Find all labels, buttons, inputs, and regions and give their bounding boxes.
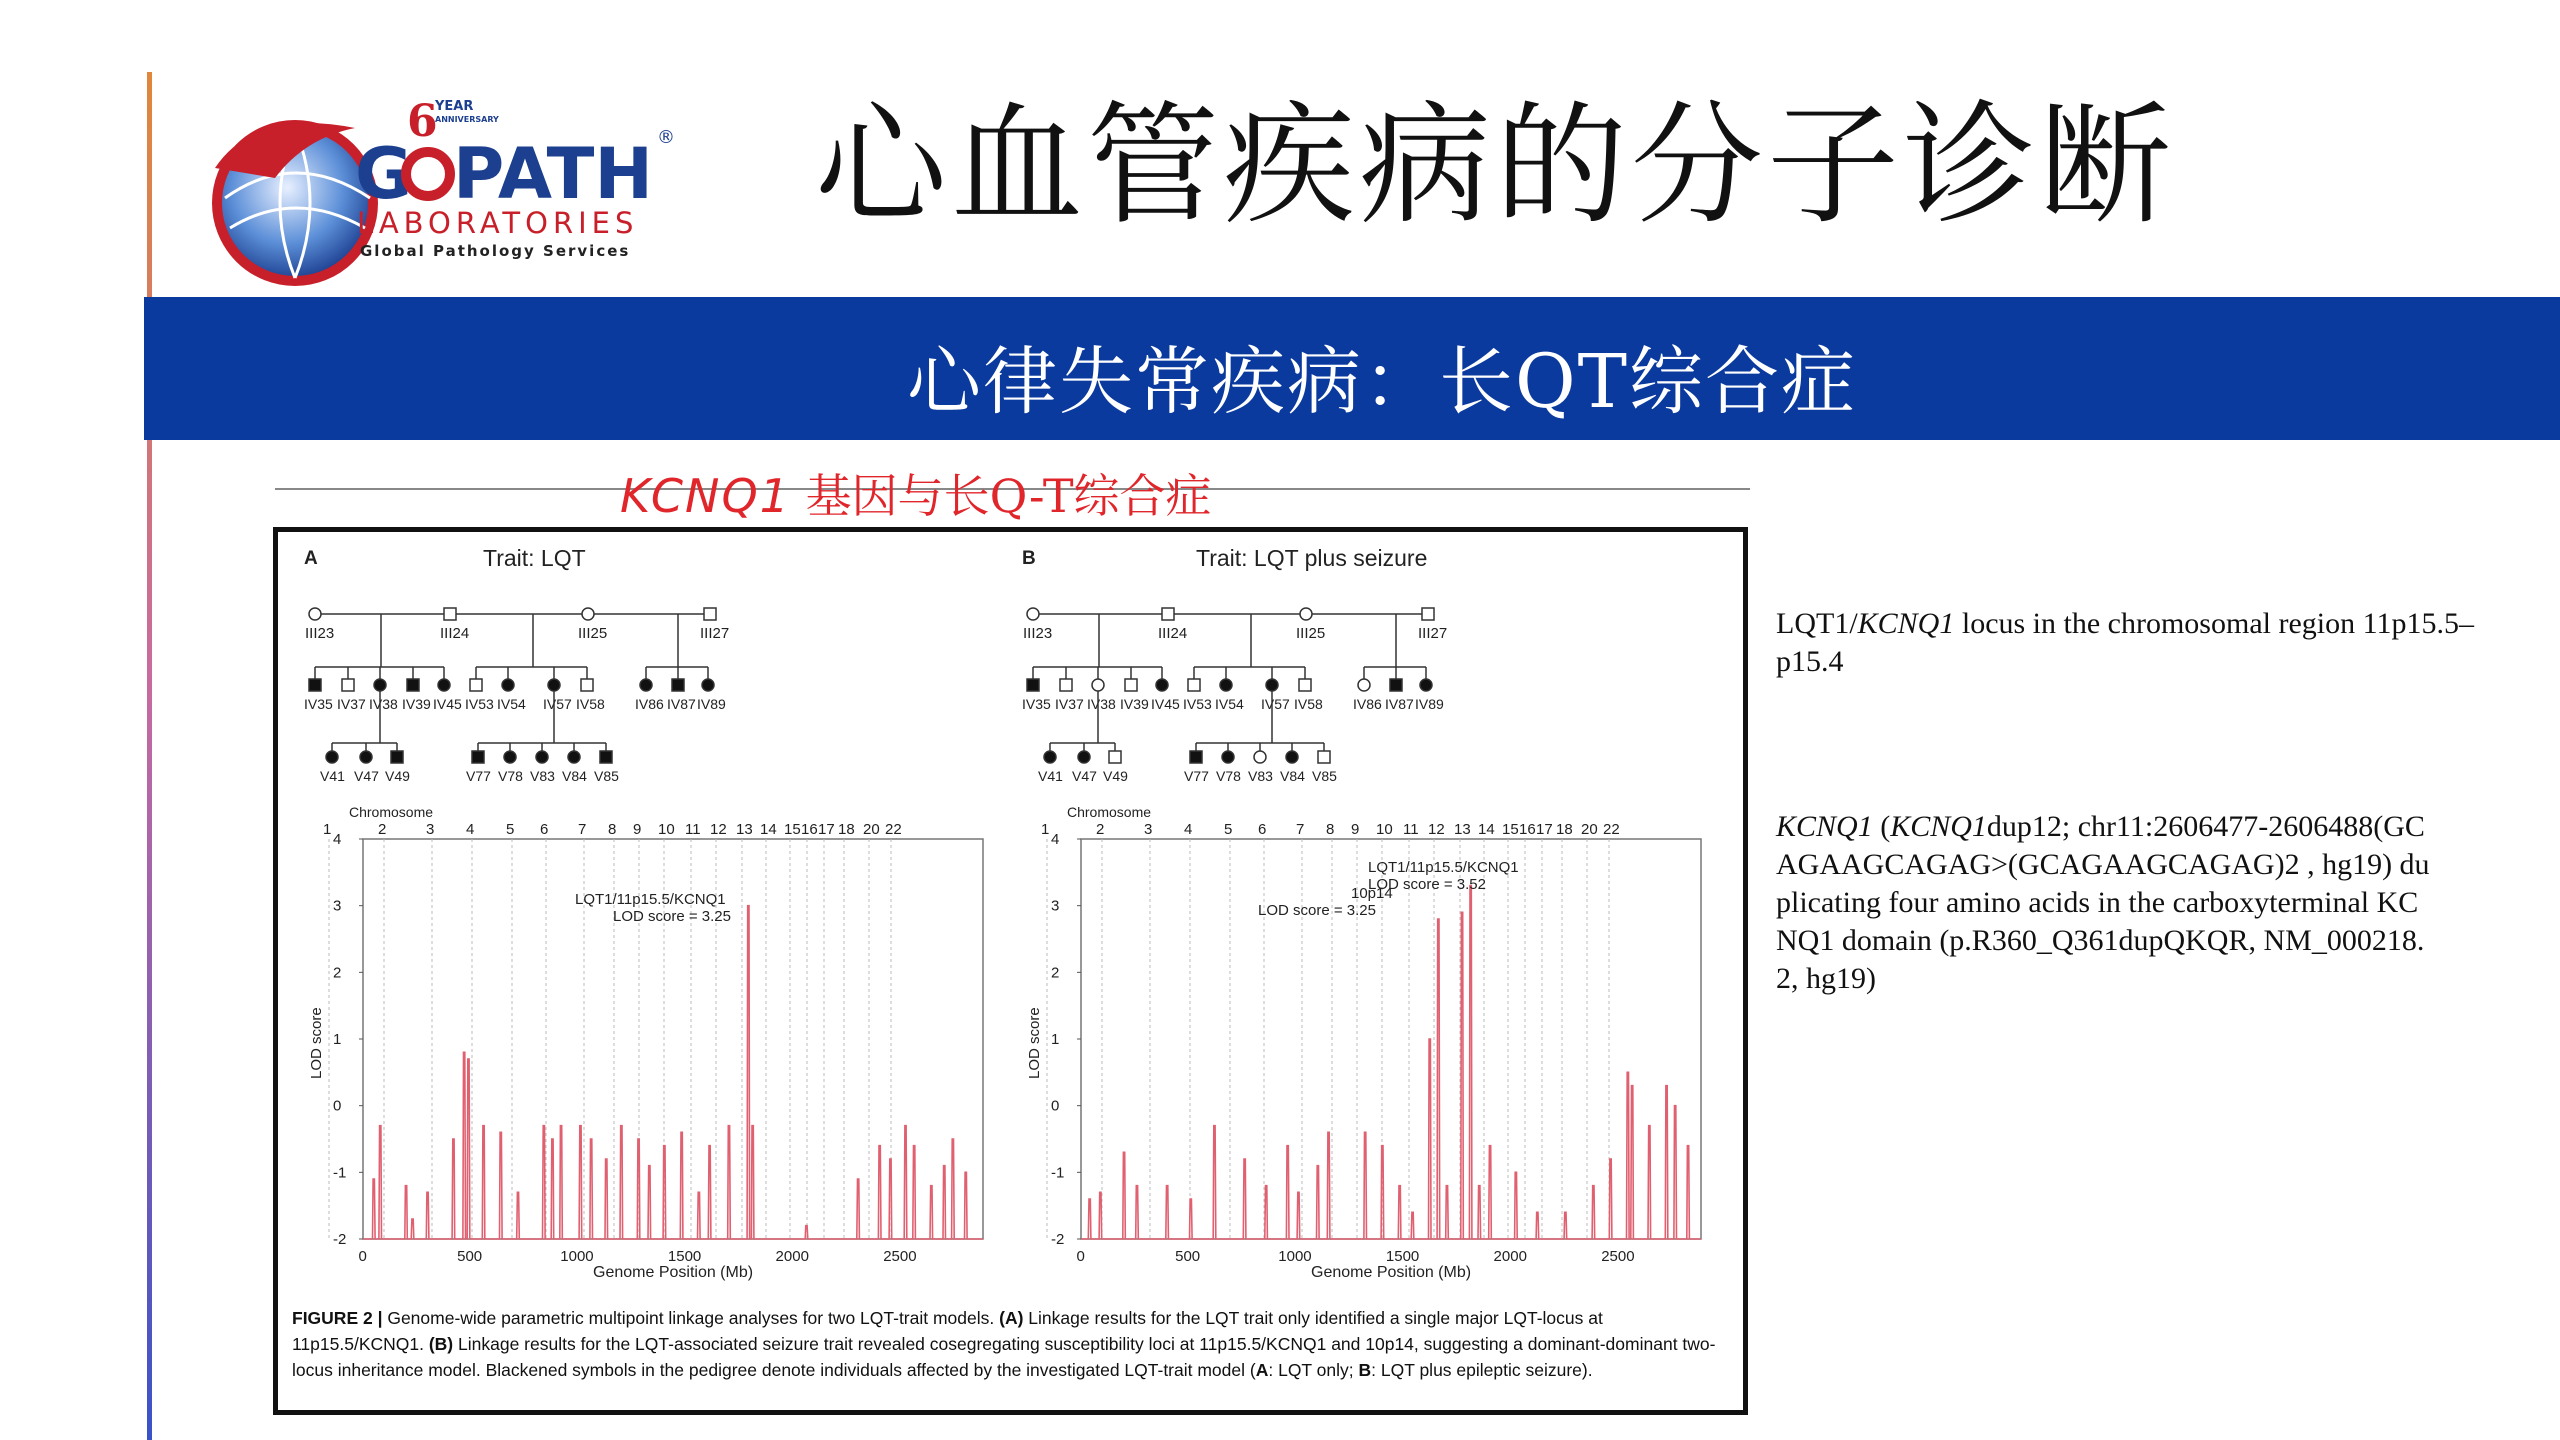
pedigree-label: V84 xyxy=(562,768,587,784)
chromosome-tick-label: 1 xyxy=(323,821,332,838)
pedigree-female xyxy=(1220,679,1232,691)
panel-b xyxy=(1022,545,1701,1281)
pedigree-label: IV86 xyxy=(635,696,664,712)
chromosome-tick-label: 8 xyxy=(608,821,617,838)
x-axis-label: Genome Position (Mb) xyxy=(593,1264,754,1281)
caption-fig-label: FIGURE 2 | xyxy=(292,1308,383,1328)
x-axis-label: Genome Position (Mb) xyxy=(1311,1264,1472,1281)
pedigree-label: V78 xyxy=(498,768,523,784)
chromosome-tick-label: 6 xyxy=(1258,821,1267,838)
pedigree-label: V84 xyxy=(1280,768,1305,784)
left-accent-line xyxy=(147,72,152,1440)
pedigree-male xyxy=(1318,751,1330,763)
annotation-lqt1: LQT1/11p15.5/KCNQ1 xyxy=(575,891,726,908)
pedigree-label: V85 xyxy=(1312,768,1337,784)
y-tick-label: 3 xyxy=(333,897,342,915)
pedigree-label: IV39 xyxy=(1120,696,1149,712)
chromosome-label: Chromosome xyxy=(349,804,434,820)
caption-a2: A xyxy=(1255,1360,1269,1380)
pedigree-female xyxy=(360,751,372,763)
y-tick-label: -2 xyxy=(1051,1231,1065,1248)
pedigree-male xyxy=(1422,608,1434,620)
pedigree-label: V77 xyxy=(1184,768,1209,784)
y-tick-label: 4 xyxy=(333,831,342,848)
pedigree-female xyxy=(702,679,714,691)
chromosome-tick-label: 2 xyxy=(1096,821,1105,838)
pedigree-label: IV54 xyxy=(1215,696,1244,712)
pedigree-male xyxy=(600,751,612,763)
pedigree-label: V83 xyxy=(530,768,555,784)
variant-description xyxy=(1776,808,2436,998)
pedigree-male xyxy=(672,679,684,691)
section-banner xyxy=(144,297,2560,440)
pedigree-female xyxy=(568,751,580,763)
chromosome-tick-label: 22 xyxy=(885,821,902,838)
logo-year-digit: 6 xyxy=(407,96,438,147)
pedigree-female xyxy=(1420,679,1432,691)
caption-part2: Linkage results for the LQT trait only identified a single major LQT-locus at 11p15.5/KCNQ1. xyxy=(292,1308,1603,1354)
pedigree-male xyxy=(1190,751,1202,763)
pedigree-label: V49 xyxy=(385,768,410,784)
chromosome-tick-label: 3 xyxy=(1144,821,1153,838)
caption-b2: B xyxy=(1358,1360,1372,1380)
y-tick-label: -2 xyxy=(333,1231,347,1248)
caption-part4: : LQT only; xyxy=(1268,1360,1359,1380)
rt2-gene2: KCNQ1 xyxy=(1890,810,1987,843)
rt1-post: locus in the chromosomal region 11p15.5–p15.4 xyxy=(1776,607,2474,678)
pedigree-label: III24 xyxy=(440,625,470,642)
pedigree-label: IV89 xyxy=(697,696,726,712)
chromosome-tick-label: 2 xyxy=(378,821,387,838)
pedigree-female xyxy=(374,679,386,691)
pedigree-label: IV87 xyxy=(1385,696,1414,712)
pedigree-label: IV53 xyxy=(1183,696,1212,712)
chromosome-tick-label: 5 xyxy=(506,821,515,838)
rt1-gene: KCNQ1 xyxy=(1857,607,1955,640)
annotation-lod: LOD score = 3.25 xyxy=(613,908,731,925)
pedigree-label: IV39 xyxy=(402,696,431,712)
pedigree-female xyxy=(1222,751,1234,763)
figure-caption xyxy=(292,1305,1737,1383)
lod-trace xyxy=(363,906,983,1239)
pedigree-male xyxy=(309,679,321,691)
chromosome-tick-label: 12 xyxy=(1428,821,1445,838)
y-tick-label: -1 xyxy=(333,1164,347,1182)
pedigree-female xyxy=(1156,679,1168,691)
pedigree-label: V77 xyxy=(466,768,491,784)
x-tick-label: 500 xyxy=(1175,1248,1201,1265)
pedigree-label: V85 xyxy=(594,768,619,784)
x-tick-label: 1000 xyxy=(560,1248,594,1265)
chromosome-tick-label: 11 xyxy=(1403,821,1419,838)
chromosome-tick-label: 14 xyxy=(760,821,777,838)
pedigree-female xyxy=(640,679,652,691)
logo-laboratories: LABORATORIES xyxy=(357,206,639,240)
pedigree-male xyxy=(581,679,593,691)
linkage-figure xyxy=(273,527,1748,1415)
y-tick-label: 3 xyxy=(1051,897,1060,915)
annotation-lod-b2: LOD score = 3.52 xyxy=(1368,876,1486,893)
pedigree-label: V47 xyxy=(354,768,379,784)
pedigree-male xyxy=(1390,679,1402,691)
pedigree-label: V78 xyxy=(1216,768,1241,784)
pedigree-female xyxy=(536,751,548,763)
pedigree-label: III27 xyxy=(700,625,730,642)
y-tick-label: -1 xyxy=(1051,1164,1065,1182)
locus-description xyxy=(1776,605,2476,681)
logo-year-text: YEAR xyxy=(435,99,474,114)
pedigree-label: III25 xyxy=(1296,625,1326,642)
y-tick-label: 1 xyxy=(1051,1031,1060,1048)
chromosome-tick-label: 7 xyxy=(1296,821,1305,838)
gopath-logo xyxy=(185,88,685,288)
x-tick-label: 500 xyxy=(457,1248,483,1265)
caption-part1: Genome-wide parametric multipoint linkage analyses for two LQT-trait models. xyxy=(382,1308,1000,1328)
logo-registered: ® xyxy=(657,127,675,148)
pedigree-male xyxy=(1162,608,1174,620)
chromosome-tick-label: 4 xyxy=(1184,821,1193,838)
pedigree-female xyxy=(502,679,514,691)
chromosome-tick-label: 13 xyxy=(736,821,753,838)
pedigree-label: IV87 xyxy=(667,696,696,712)
chromosome-tick-label: 5 xyxy=(1224,821,1233,838)
y-tick-label: 4 xyxy=(1051,831,1060,848)
logo-brand-path: PATH xyxy=(453,133,653,215)
rt2-open: ( xyxy=(1872,810,1891,843)
chromosome-tick-label: 15 xyxy=(784,821,801,838)
x-tick-label: 2000 xyxy=(775,1248,809,1265)
pedigree-label: III27 xyxy=(1418,625,1448,642)
pedigree-male xyxy=(472,751,484,763)
y-tick-label: 2 xyxy=(1051,964,1060,982)
pedigree-female xyxy=(548,679,560,691)
pedigree-female xyxy=(1300,608,1312,620)
pedigree-label: III23 xyxy=(305,625,335,642)
pedigree-label: IV37 xyxy=(1055,696,1084,712)
pedigree-male xyxy=(1299,679,1311,691)
pedigree-label: IV57 xyxy=(1261,696,1290,712)
pedigree-label: III24 xyxy=(1158,625,1188,642)
chromosome-tick-label: 8 xyxy=(1326,821,1335,838)
logo-tagline: Global Pathology Services xyxy=(360,242,631,260)
rt2-post: dup12; chr11:2606477-2606488(GCAGAAGCAGAG>(GCAGAAGCAGAG)2 , hg19) duplicating four amino acids in the carboxyterminal KCNQ1 domain (p.R360_Q361dupQKQR, NM_000218.2, hg19) xyxy=(1776,810,2430,995)
chromosome-tick-label: 22 xyxy=(1603,821,1620,838)
chromosome-tick-label: 10 xyxy=(1376,821,1393,838)
panel-letter: A xyxy=(304,548,318,569)
caption-part3: Linkage results for the LQT-associated seizure trait revealed cosegregating susceptibility loci at 11p15.5/KCNQ1 and 10p14, suggesting a dominant-dominant two-locus inheritance model. Blackened symbols in the pedigree denote individuals affected by the investigated LQT-trait model ( xyxy=(292,1334,1716,1380)
chromosome-tick-label: 9 xyxy=(633,821,642,838)
x-tick-label: 1500 xyxy=(667,1248,702,1265)
pedigree-female xyxy=(1254,751,1266,763)
pedigree-female xyxy=(1286,751,1298,763)
caption-b-label: (B) xyxy=(428,1334,454,1354)
pedigree-female xyxy=(1044,751,1056,763)
chromosome-label: Chromosome xyxy=(1067,804,1152,820)
subtitle-gene: KCNQ1 xyxy=(620,469,791,523)
pedigree-label: IV54 xyxy=(497,696,526,712)
pedigree-female xyxy=(504,751,516,763)
pedigree-label: IV58 xyxy=(1294,696,1323,712)
pedigree-male xyxy=(444,608,456,620)
pedigree-male xyxy=(704,608,716,620)
chromosome-tick-label: 3 xyxy=(426,821,435,838)
y-tick-label: 0 xyxy=(1051,1097,1060,1115)
pedigree-male xyxy=(1125,679,1137,691)
annotation-lod-b1: LOD score = 3.25 xyxy=(1258,902,1376,919)
rt1-pre: LQT1/ xyxy=(1776,607,1858,640)
pedigree-male xyxy=(342,679,354,691)
figure-graphic xyxy=(278,532,1743,1302)
panel-letter: B xyxy=(1022,548,1036,569)
chromosome-tick-label: 9 xyxy=(1351,821,1360,838)
pedigree-female xyxy=(1078,751,1090,763)
chromosome-tick-label: 18 xyxy=(838,821,855,838)
panel-trait-title: Trait: LQT plus seizure xyxy=(1196,545,1428,571)
panel-a xyxy=(304,545,983,1281)
page-title: 心血管疾病的分子诊断 xyxy=(815,89,2175,243)
x-tick-label: 0 xyxy=(1076,1248,1085,1265)
pedigree-female xyxy=(1092,679,1104,691)
pedigree-label: IV35 xyxy=(304,696,333,712)
chromosome-tick-label: 15 xyxy=(1502,821,1519,838)
pedigree-label: IV57 xyxy=(543,696,572,712)
pedigree-female xyxy=(1358,679,1370,691)
chromosome-tick-label: 12 xyxy=(710,821,727,838)
pedigree-male xyxy=(1109,751,1121,763)
banner-title: 心律失常疾病：长QT综合症 xyxy=(906,339,1858,425)
chromosome-tick-label: 17 xyxy=(818,821,835,838)
x-tick-label: 1000 xyxy=(1278,1248,1312,1265)
pedigree-label: III25 xyxy=(578,625,608,642)
y-axis-label: LOD score xyxy=(1026,1007,1043,1079)
logo-brand-g: G xyxy=(355,133,413,215)
chromosome-tick-label: 11 xyxy=(685,821,701,838)
y-tick-label: 1 xyxy=(333,1031,342,1048)
pedigree-label: IV45 xyxy=(1151,696,1180,712)
panel-trait-title: Trait: LQT xyxy=(483,545,586,571)
chromosome-tick-label: 16 xyxy=(1519,821,1536,838)
chromosome-tick-label: 7 xyxy=(578,821,587,838)
pedigree-male xyxy=(1188,679,1200,691)
chromosome-tick-label: 13 xyxy=(1454,821,1471,838)
x-tick-label: 1500 xyxy=(1385,1248,1420,1265)
chromosome-tick-label: 6 xyxy=(540,821,549,838)
caption-a-label: (A) xyxy=(999,1308,1024,1328)
pedigree-female xyxy=(1266,679,1278,691)
pedigree-female xyxy=(309,608,321,620)
lod-trace xyxy=(1081,886,1701,1239)
pedigree-label: III23 xyxy=(1023,625,1053,642)
pedigree-label: V41 xyxy=(320,768,345,784)
chromosome-tick-label: 14 xyxy=(1478,821,1495,838)
chromosome-tick-label: 20 xyxy=(863,821,880,838)
logo-brand-o xyxy=(406,152,450,196)
pedigree-label: IV45 xyxy=(433,696,462,712)
x-tick-label: 2500 xyxy=(883,1248,917,1265)
y-tick-label: 2 xyxy=(333,964,342,982)
y-tick-label: 0 xyxy=(333,1097,342,1115)
pedigree-label: IV37 xyxy=(337,696,366,712)
pedigree-female xyxy=(438,679,450,691)
x-tick-label: 2000 xyxy=(1493,1248,1527,1265)
pedigree-female xyxy=(326,751,338,763)
chromosome-tick-label: 10 xyxy=(658,821,675,838)
rt2-gene: KCNQ1 xyxy=(1776,810,1873,843)
pedigree-label: V41 xyxy=(1038,768,1063,784)
pedigree-female xyxy=(1027,608,1039,620)
pedigree-label: V83 xyxy=(1248,768,1273,784)
pedigree-label: IV35 xyxy=(1022,696,1051,712)
y-axis-label: LOD score xyxy=(308,1007,325,1079)
chromosome-tick-label: 1 xyxy=(1041,821,1050,838)
pedigree-label: IV38 xyxy=(369,696,398,712)
chromosome-tick-label: 17 xyxy=(1536,821,1553,838)
chromosome-tick-label: 18 xyxy=(1556,821,1573,838)
pedigree-male xyxy=(470,679,482,691)
chromosome-tick-label: 16 xyxy=(801,821,818,838)
chromosome-tick-label: 4 xyxy=(466,821,475,838)
pedigree-label: IV86 xyxy=(1353,696,1382,712)
pedigree-label: IV58 xyxy=(576,696,605,712)
pedigree-male xyxy=(1027,679,1039,691)
x-tick-label: 0 xyxy=(358,1248,367,1265)
pedigree-male xyxy=(1060,679,1072,691)
caption-part5: : LQT plus epileptic seizure). xyxy=(1371,1360,1593,1380)
x-tick-label: 2500 xyxy=(1601,1248,1635,1265)
logo-anniversary-text: ANNIVERSARY xyxy=(435,115,499,124)
pedigree-label: V49 xyxy=(1103,768,1128,784)
pedigree-male xyxy=(407,679,419,691)
chromosome-tick-label: 20 xyxy=(1581,821,1598,838)
figure-subtitle xyxy=(620,460,1212,526)
annotation-10p14: 10p14 xyxy=(1351,885,1393,902)
annotation-lqt1-b: LQT1/11p15.5/KCNQ1 xyxy=(1368,859,1519,876)
pedigree-female xyxy=(582,608,594,620)
pedigree-label: IV53 xyxy=(465,696,494,712)
pedigree-label: IV38 xyxy=(1087,696,1116,712)
pedigree-label: IV89 xyxy=(1415,696,1444,712)
subtitle-text: 基因与长Q-T综合症 xyxy=(805,469,1212,523)
pedigree-male xyxy=(391,751,403,763)
pedigree-label: V47 xyxy=(1072,768,1097,784)
